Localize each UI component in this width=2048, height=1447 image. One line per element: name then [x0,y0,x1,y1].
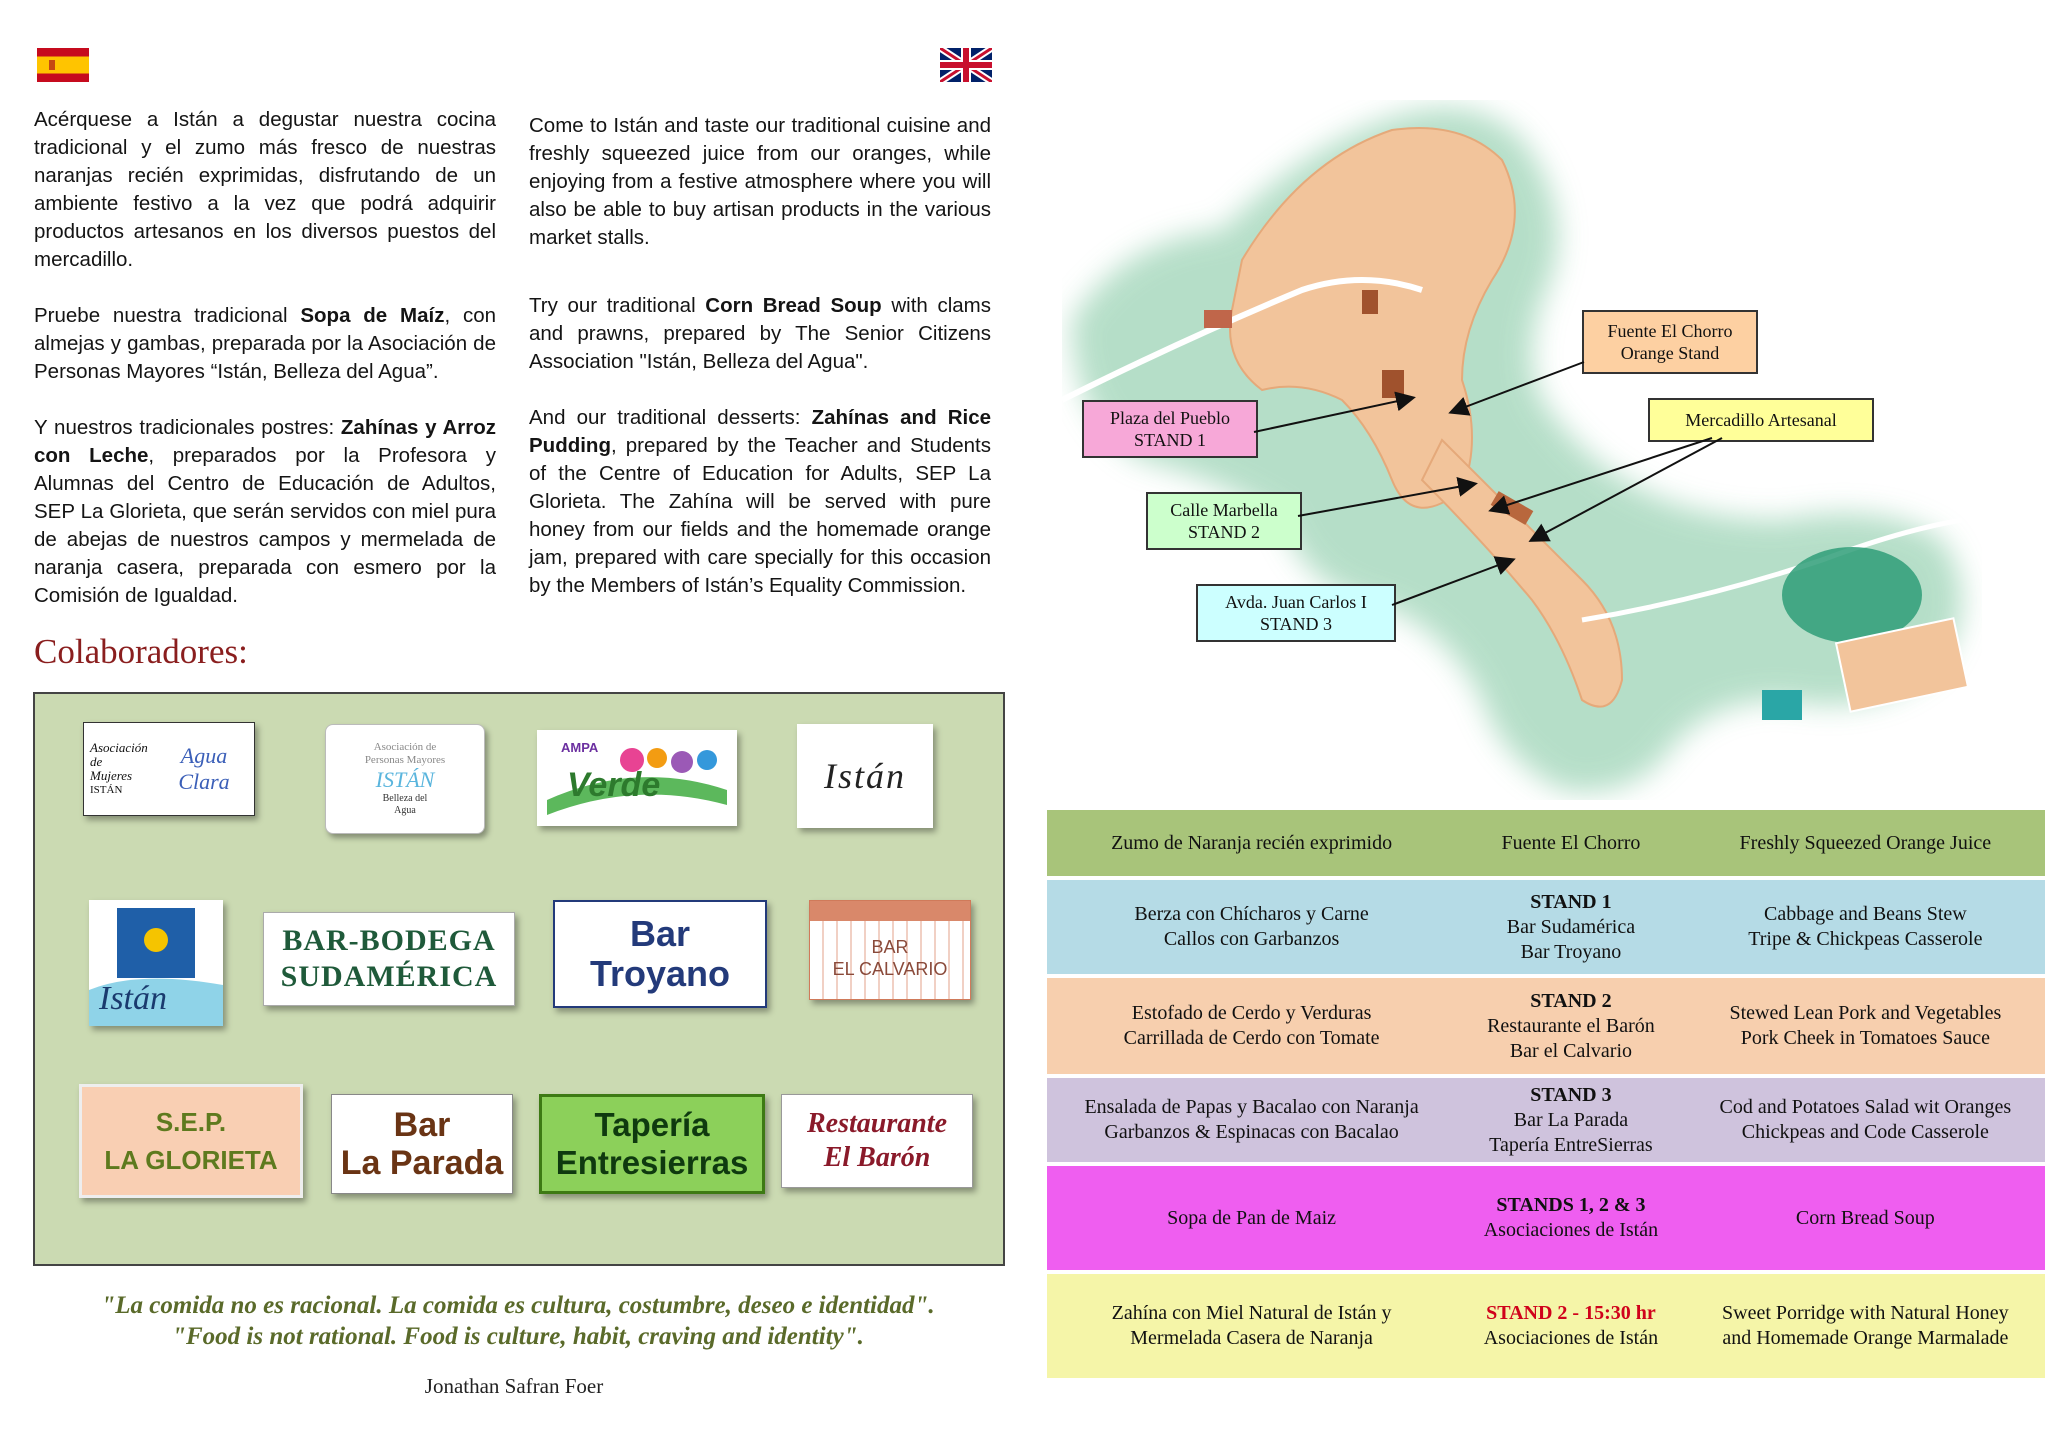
text-span: Pruebe nuestra tradicional [34,304,301,327]
menu-cell-line: Bar Sudamérica [1506,915,1636,938]
logo-taperia-entresierras [539,1094,765,1194]
callout-text: Avda. Juan Carlos I [1225,592,1367,612]
menu-cell-line: Corn Bread Soup [1795,1206,1935,1229]
menu-cell-line: Asociaciones de Istán [1483,1327,1659,1349]
menu-cell-line: Zumo de Naranja recién exprimido [1111,831,1393,854]
menu-cell-dish [1047,810,1456,878]
menu-cell-line: Asociaciones de Istán [1483,1219,1659,1241]
quote-spanish: "La comida no es racional. La comida es cultura, costumbre, deseo e identidad". [101,1292,935,1319]
callout-text: STAND 2 [1187,522,1261,542]
english-paragraph-soup [529,292,991,376]
collaborators-panel [33,692,1005,1266]
logo-text: Tapería [594,1106,710,1143]
menu-cell-line: Pork Cheek in Tomatoes Sauce [1740,1027,1990,1049]
menu-cell-line: Ensalada de Papas y Bacalao con Naranja [1084,1096,1419,1118]
callout-fuente-el-chorro [1582,310,1758,374]
bold-dish-name: Zahínas and Rice Pudding [529,406,991,457]
logo-ampa-verde [537,730,737,826]
menu-row [1047,1164,2045,1272]
menu-cell-dish [1686,976,2045,1076]
text-span: , con almejas y gambas, preparada por la Asociación de Personas Mayores “Istán, Belleza del Agua”. [34,304,497,383]
menu-cell-dish [1047,1272,1456,1380]
logo-text: La Parada [340,1144,504,1182]
logo-text: Mujeres [90,768,133,783]
spanish-paragraph-soup [34,302,496,386]
logo-text: Bar [393,1106,451,1144]
menu-cell-line: Tapería EntreSierras [1489,1133,1653,1156]
menu-cell-line: Bar el Calvario [1509,1039,1633,1062]
menu-cell-line: Zahína con Miel Natural de Istán y [1111,1302,1392,1324]
uk-flag-icon [940,48,992,82]
logo-text: ISTÁN [90,784,123,796]
quote-author: Jonathan Safran Foer [424,1374,604,1398]
menu-row [1047,1272,2045,1380]
logo-text: Bar [629,913,691,954]
bold-dish-name: Corn Bread Soup [705,294,882,317]
callout-avda-juan-carlos [1196,584,1396,642]
menu-cell-line: Berza con Chícharos y Carne [1134,903,1369,925]
logo-text: BAR-BODEGA [282,924,496,957]
roof-tiles [810,901,970,921]
menu-table-body [1047,810,2045,1380]
callout-text: Fuente El Chorro [1607,321,1733,341]
logo-text: SUDAMÉRICA [280,960,498,993]
english-paragraph-intro: Come to Istán and taste our traditional cuisine and freshly squeezed juice from our oranges, while enjoying from a festive atmosphere where you will also be able to buy artisan products in the various market stalls. [529,114,991,249]
text-span: , prepared by the Teacher and Students of the Centre of Education for Adults, SEP La Glorieta. The Zahína will be served with pure honey from our fields and the homemade orange jam, prepared with care specially for this occasion by the Members of Istán’s Equality Commission. [529,434,991,597]
menu-cell-line: Tripe & Chickpeas Casserole [1748,928,1983,950]
stand-title: STAND 1 [1530,890,1612,913]
logo-text: Verde [567,766,661,804]
menu-cell-dish [1686,1164,2045,1272]
menu-cell-dish [1686,1076,2045,1164]
menu-row [1047,810,2045,878]
stand-title: STAND 2 - 15:30 hr [1486,1302,1656,1324]
logo-restaurante-el-baron [781,1094,973,1188]
english-paragraph-desserts [529,404,991,600]
menu-cell-stand [1456,1076,1686,1164]
quote-english: "Food is not rational. Food is culture, habit, craving and identity". [172,1323,864,1350]
menu-cell-dish [1047,878,1456,976]
menu-cell-stand [1456,878,1686,976]
menu-table [1047,810,2045,1382]
quote-block [34,1290,1002,1352]
callout-text: STAND 3 [1259,614,1333,634]
logo-text: Troyano [589,953,731,994]
menu-cell-dish [1047,1076,1456,1164]
spanish-text-column [34,106,496,610]
logo-text: Istán [99,980,167,1017]
logo-text: ISTÁN [375,767,435,792]
logo-text: Istán [824,756,906,796]
logo-text: EL CALVARIO [832,959,948,979]
logo-text: Asociación de [373,741,437,753]
spanish-flag-icon [37,48,89,82]
bold-dish-name: Zahínas y Arroz con Leche [34,416,496,467]
stand-title: STAND 2 [1530,989,1612,1012]
callout-text: STAND 1 [1133,430,1207,450]
bold-dish-name: Sopa de Maíz [300,304,445,327]
logo-bar-bodega-sudamerica [263,912,515,1006]
logo-text: Agua [394,805,416,816]
menu-cell-dish [1047,976,1456,1076]
menu-row [1047,976,2045,1076]
menu-row [1047,1076,2045,1164]
logo-text: Agua Clara [178,743,230,794]
logo-text: Belleza del [382,793,428,804]
village-map [1062,100,1982,800]
menu-row [1047,878,2045,976]
logo-text: Entresierras [555,1144,749,1181]
menu-cell-line: Cabbage and Beans Stew [1763,903,1967,925]
english-text-column [529,112,991,600]
menu-cell-line: Bar Troyano [1520,940,1622,963]
menu-cell-line: Estofado de Cerdo y Verduras [1131,1002,1372,1024]
menu-cell-line: Cod and Potatoes Salad wit Oranges [1719,1096,2012,1118]
logo-sep-la-glorieta [79,1084,303,1198]
logo-text: S.E.P. [155,1107,227,1137]
menu-cell-stand [1456,1272,1686,1380]
logo-bar-el-calvario [809,900,971,1000]
menu-cell-line: Sopa de Pan de Maiz [1167,1206,1337,1229]
menu-cell-stand [1456,976,1686,1076]
menu-cell-stand [1456,810,1686,878]
menu-cell-line: Chickpeas and Code Casserole [1741,1121,1989,1143]
logo-text: Personas Mayores [364,754,446,766]
callout-plaza-del-pueblo [1082,400,1258,458]
menu-cell-stand [1456,1164,1686,1272]
spanish-paragraph-intro: Acérquese a Istán a degustar nuestra cocina tradicional y el zumo más fresco de nuestras naranjas recién exprimidas, disfrutando de un ambiente festivo a la vez que podrá adquirir productos artesanos en los diversos puestos del mercadillo. [34,108,496,271]
logo-istan [89,900,223,1026]
callout-text: Orange Stand [1620,343,1720,363]
menu-cell-line: Mermelada Casera de Naranja [1130,1327,1373,1349]
callout-text: Mercadillo Artesanal [1685,410,1837,430]
logo-asociacion-mujeres [83,722,255,816]
logo-text: Asociación [90,740,148,755]
menu-cell-line: Restaurante el Barón [1487,1014,1655,1037]
logo-text: AMPA [561,740,599,755]
menu-cell-line: Bar La Parada [1513,1108,1629,1131]
text-span: And our traditional desserts: [529,406,812,429]
spanish-paragraph-desserts [34,414,496,610]
menu-cell-line: Callos con Garbanzos [1163,928,1340,950]
logo-bar-la-parada [331,1094,513,1194]
stand-title: STAND 3 [1530,1083,1612,1106]
text-span: Y nuestros tradicionales postres: [34,416,341,439]
logo-personas-mayores [325,724,485,834]
callout-mercadillo-artesanal [1648,398,1874,442]
logo-text: de [90,754,103,769]
callout-calle-marbella [1146,492,1302,550]
menu-cell-dish [1686,1272,2045,1380]
menu-cell-line: Sweet Porridge with Natural Honey [1722,1302,2009,1324]
menu-cell-line: Garbanzos & Espinacas con Bacalao [1104,1121,1399,1143]
text-span: Try our traditional [529,294,706,317]
menu-cell-line: and Homemade Orange Marmalade [1722,1327,2009,1349]
text-span: , preparados por la Profesora y Alumnas del Centro de Educación de Adultos, SEP La Glorieta, que serán servidos con miel pura de abejas de nuestros campos y mermelada de naranja casera, preparada con esmero por la Comisión de Igualdad. [34,444,496,607]
callout-text: Plaza del Pueblo [1110,408,1230,428]
logo-text: LA GLORIETA [104,1145,278,1175]
callout-text: Calle Marbella [1170,500,1278,520]
stand-title: STANDS 1, 2 & 3 [1496,1194,1646,1216]
menu-cell-line: Fuente El Chorro [1501,831,1641,854]
text-span: with clams and prawns, prepared by The Senior Citizens Association "Istán, Belleza del Agua". [529,294,991,373]
menu-cell-line: Stewed Lean Pork and Vegetables [1729,1002,2002,1024]
collaborators-title: Colaboradores: [34,632,248,671]
logo-text: Restaurante [806,1108,948,1139]
menu-cell-dish [1686,878,2045,976]
menu-cell-dish [1047,1164,1456,1272]
menu-cell-line: Carrillada de Cerdo con Tomate [1123,1027,1380,1049]
menu-cell-line: Freshly Squeezed Orange Juice [1739,831,1992,854]
logo-bar-troyano [553,900,767,1008]
menu-cell-dish [1686,810,2045,878]
logo-text: BAR [871,937,909,957]
logo-istan-script [797,724,933,828]
logo-text: El Barón [823,1142,931,1173]
